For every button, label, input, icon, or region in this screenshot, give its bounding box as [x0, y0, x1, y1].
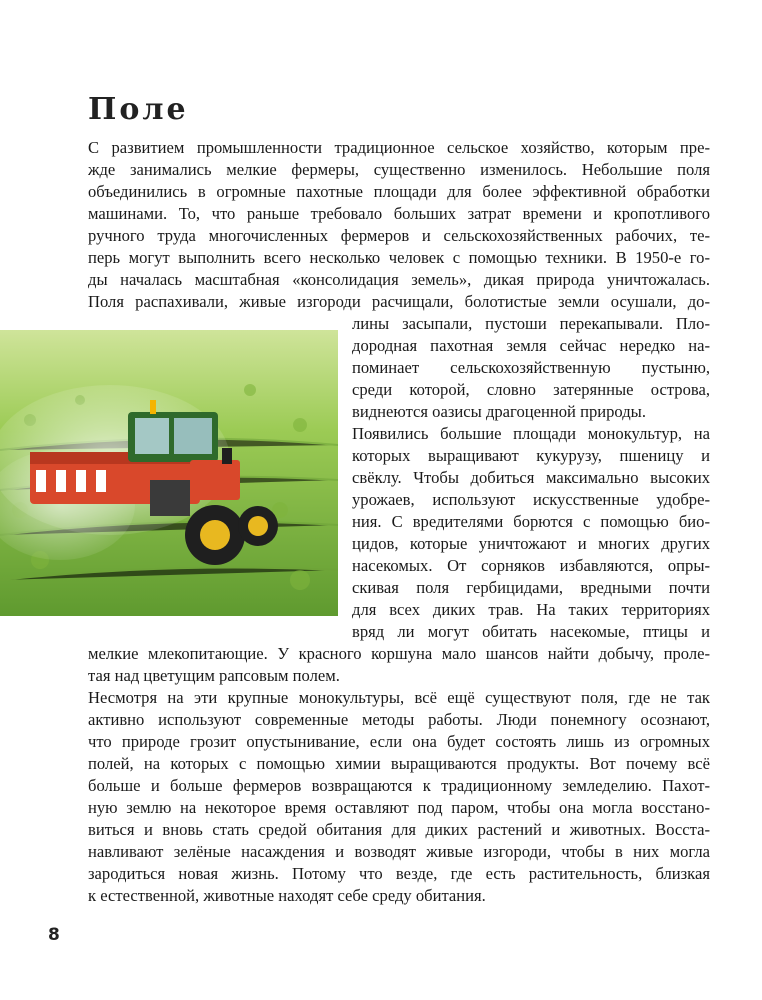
text-line: поминает сельскохозяйственную пустыню, [352, 358, 710, 377]
text-line: свёклу. Чтобы добиться максимально высоких [352, 468, 710, 487]
text-line: которых выращивают кукурузу, пшеницу и [352, 446, 710, 465]
text-line: виться и вновь стать средой обитания для диких растений и животных. Восста- [88, 820, 710, 839]
text-line: перь могут выполнить всего несколько человек с помощью техники. В 1950-е го- [88, 248, 710, 267]
text-line: цидов, которые уничтожают и многих других [352, 534, 710, 553]
text-line: скивая поля гербицидами, вредными почти [352, 578, 710, 597]
text-line: лины засыпали, пустоши перекапывали. Пло- [352, 314, 710, 333]
text-line: активно используют современные методы работы. Люди понемногу осознают, [88, 710, 710, 729]
text-line: насекомых. От сорняков избавляются, опры- [352, 556, 710, 575]
page-title: Поле [88, 92, 189, 127]
text-line: к естественной, животные находят себе среду обитания. [88, 886, 486, 905]
text-line: что природе грозит опустынивание, если она будет состоять лишь из огромных [88, 732, 710, 751]
text-line: Появились большие площади монокультур, на [352, 424, 710, 443]
text-line: мелкие млекопитающие. У красного коршуна мало шансов найти добычу, проле- [88, 644, 710, 663]
text-line: дородная пахотная земля сейчас нередко на- [352, 336, 710, 355]
text-line: Поля распахивали, живые изгороди расчищали, болотистые земли осушали, до- [88, 292, 710, 311]
text-line: Несмотря на эти крупные монокультуры, всё ещё существуют поля, где не так [88, 688, 710, 707]
text-line: для всех диких трав. На таких территориях [352, 600, 710, 619]
text-line: ную землю на некоторое время оставляют под паром, чтобы она могла восстано- [88, 798, 710, 817]
text-line: больше и больше фермеров возвращаются к традиционному земледелию. Пахот- [88, 776, 710, 795]
text-line: ды началась масштабная «консолидация земель», дикая природа уничтожалась. [88, 270, 710, 289]
text-line: жде занимались мелкие фермеры, существенно изменилось. Небольшие поля [88, 160, 710, 179]
page-number: 8 [48, 925, 60, 945]
text-line: объединились в огромные пахотные площади для более эффективной обработки [88, 182, 710, 201]
text-line: полей, на которых с помощью химии выращиваются продукты. Вот почему всё [88, 754, 710, 773]
tractor-illustration [0, 330, 338, 616]
text-line: виднеются оазисы драгоценной природы. [352, 402, 646, 421]
text-line: ния. С вредителями борются с помощью био- [352, 512, 710, 531]
text-line: зародиться новая жизнь. Потому что везде, где есть растительность, близкая [88, 864, 710, 883]
text-line: ручного труда многочисленных фермеров и сельскохозяйственных рабочих, те- [88, 226, 710, 245]
text-line: среди которой, словно затерянные острова, [352, 380, 710, 399]
text-line: машинами. То, что раньше требовало больших затрат времени и кропотливого [88, 204, 710, 223]
text-line: вряд ли могут обитать насекомые, птицы и [352, 622, 710, 641]
text-line: С развитием промышленности традиционное сельское хозяйство, которым пре- [88, 138, 710, 157]
text-line: навливают зелёные насаждения и возводят живые изгороди, чтобы в них могла [88, 842, 710, 861]
text-line: тая над цветущим рапсовым полем. [88, 666, 340, 685]
text-line: урожаев, используют искусственные удобре- [352, 490, 710, 509]
